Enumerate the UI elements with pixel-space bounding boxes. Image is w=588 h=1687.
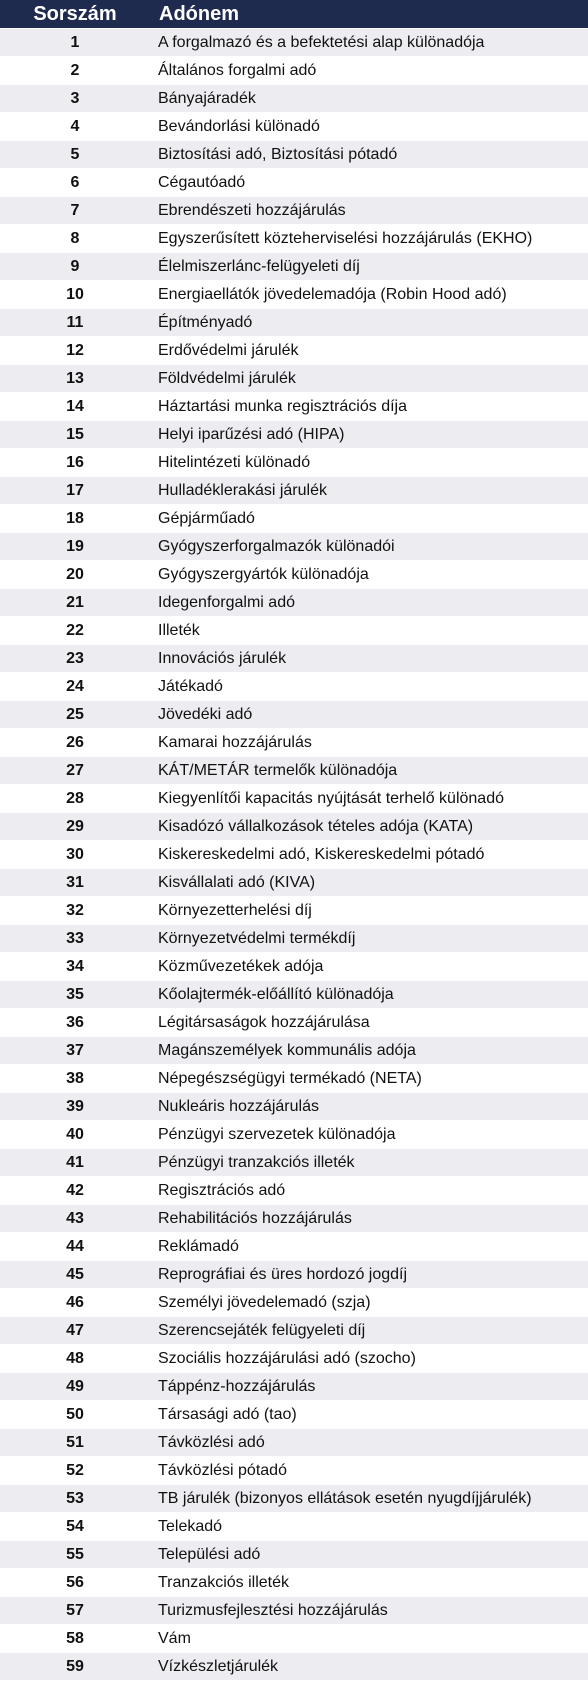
row-number: 16 — [66, 453, 84, 471]
table-row — [0, 1624, 588, 1652]
row-number: 4 — [70, 117, 80, 135]
row-number: 49 — [66, 1377, 84, 1395]
row-number: 34 — [66, 957, 84, 975]
row-tax-name: Bányajáradék — [158, 89, 256, 107]
row-number: 43 — [66, 1209, 84, 1227]
table-row — [0, 1176, 588, 1204]
row-number: 7 — [70, 201, 80, 219]
row-number: 15 — [66, 425, 84, 443]
row-number: 36 — [66, 1013, 84, 1031]
row-number: 56 — [66, 1573, 84, 1591]
table-row — [0, 812, 588, 840]
row-number: 27 — [66, 761, 84, 779]
row-tax-name: Gyógyszergyártók különadója — [158, 565, 369, 583]
row-tax-name: Nukleáris hozzájárulás — [158, 1097, 319, 1115]
table-row — [0, 700, 588, 728]
row-number: 17 — [66, 481, 84, 499]
row-tax-name: Kőolajtermék-előállító különadója — [158, 985, 394, 1003]
row-tax-name: Játékadó — [158, 677, 223, 695]
row-number: 14 — [66, 397, 84, 415]
table-row — [0, 476, 588, 504]
table-row — [0, 1092, 588, 1120]
row-number: 59 — [66, 1657, 84, 1675]
row-tax-name: Turizmusfejlesztési hozzájárulás — [158, 1601, 388, 1619]
row-tax-name: Földvédelmi járulék — [158, 369, 296, 387]
row-number: 23 — [66, 649, 84, 667]
row-number: 58 — [66, 1629, 84, 1647]
table-row — [0, 1204, 588, 1232]
table-row — [0, 756, 588, 784]
row-tax-name: Táppénz-hozzájárulás — [158, 1377, 316, 1395]
table-row — [0, 672, 588, 700]
table-row — [0, 784, 588, 812]
table-row — [0, 196, 588, 224]
table-row — [0, 1288, 588, 1316]
row-number: 46 — [66, 1293, 84, 1311]
row-tax-name: Reprográfiai és üres hordozó jogdíj — [158, 1265, 408, 1283]
table-row — [0, 1568, 588, 1596]
table-row — [0, 1540, 588, 1568]
row-number: 19 — [66, 537, 84, 555]
row-tax-name: Építményadó — [158, 313, 253, 331]
row-number: 48 — [66, 1349, 84, 1367]
table-row — [0, 308, 588, 336]
table-row — [0, 504, 588, 532]
row-number: 24 — [66, 677, 84, 695]
row-tax-name: Innovációs járulék — [158, 649, 287, 667]
row-tax-name: Távközlési pótadó — [158, 1461, 287, 1479]
table-row — [0, 1148, 588, 1176]
table-row — [0, 1260, 588, 1288]
row-number: 33 — [66, 929, 84, 947]
table-row — [0, 140, 588, 168]
row-tax-name: Légitársaságok hozzájárulása — [158, 1013, 370, 1031]
table-row — [0, 924, 588, 952]
row-number: 37 — [66, 1041, 84, 1059]
table-row — [0, 1064, 588, 1092]
row-number: 54 — [66, 1517, 84, 1535]
row-number: 21 — [66, 593, 84, 611]
row-number: 39 — [66, 1097, 84, 1115]
table-row — [0, 1652, 588, 1680]
row-tax-name: Gépjárműadó — [158, 509, 255, 527]
row-tax-name: Szociális hozzájárulási adó (szocho) — [158, 1349, 416, 1367]
row-number: 6 — [70, 173, 80, 191]
row-tax-name: Szerencsejáték felügyeleti díj — [158, 1321, 366, 1339]
row-number: 32 — [66, 901, 84, 919]
table-row — [0, 1316, 588, 1344]
row-number: 44 — [66, 1237, 84, 1255]
row-tax-name: Erdővédelmi járulék — [158, 341, 299, 359]
row-tax-name: Környezetvédelmi termékdíj — [158, 929, 356, 947]
table-row — [0, 448, 588, 476]
row-tax-name: Biztosítási adó, Biztosítási pótadó — [158, 145, 398, 163]
row-tax-name: Idegenforgalmi adó — [158, 593, 295, 611]
row-tax-name: Kamarai hozzájárulás — [158, 733, 312, 751]
row-number: 3 — [70, 89, 80, 107]
row-number: 47 — [66, 1321, 84, 1339]
row-tax-name: Egyszerűsített közteherviselési hozzájárulás (EKHO) — [158, 229, 533, 247]
table-row — [0, 1372, 588, 1400]
row-tax-name: Háztartási munka regisztrációs díja — [158, 397, 407, 415]
table-row — [0, 336, 588, 364]
row-tax-name: Hulladéklerakási járulék — [158, 481, 327, 499]
row-number: 12 — [66, 341, 84, 359]
table-row — [0, 112, 588, 140]
row-number: 5 — [70, 145, 80, 163]
table-row — [0, 252, 588, 280]
row-number: 51 — [66, 1433, 84, 1451]
table-row — [0, 1400, 588, 1428]
table-row — [0, 364, 588, 392]
table-row — [0, 420, 588, 448]
row-number: 8 — [70, 229, 80, 247]
row-number: 52 — [66, 1461, 84, 1479]
row-tax-name: Kisadózó vállalkozások tételes adója (KATA) — [158, 817, 474, 835]
row-number: 53 — [66, 1489, 84, 1507]
row-tax-name: Magánszemélyek kommunális adója — [158, 1041, 416, 1059]
table-row — [0, 728, 588, 756]
table-row — [0, 868, 588, 896]
table-row — [0, 1120, 588, 1148]
row-tax-name: Pénzügyi tranzakciós illeték — [158, 1153, 355, 1171]
row-number: 38 — [66, 1069, 84, 1087]
row-number: 31 — [66, 873, 84, 891]
table-row — [0, 644, 588, 672]
row-number: 1 — [70, 33, 80, 51]
table-row — [0, 56, 588, 84]
row-number: 35 — [66, 985, 84, 1003]
table-row — [0, 1456, 588, 1484]
table-row — [0, 1232, 588, 1260]
row-number: 57 — [66, 1601, 84, 1619]
table-row — [0, 952, 588, 980]
table-row — [0, 84, 588, 112]
row-number: 41 — [66, 1153, 84, 1171]
row-tax-name: Reklámadó — [158, 1237, 239, 1255]
row-tax-name: Regisztrációs adó — [158, 1181, 286, 1199]
table-row — [0, 1428, 588, 1456]
row-tax-name: Illeték — [158, 621, 200, 639]
table-row — [0, 392, 588, 420]
row-tax-name: Távközlési adó — [158, 1433, 265, 1451]
row-tax-name: A forgalmazó és a befektetési alap különadója — [158, 33, 485, 51]
header-sorszam: Sorszám — [33, 2, 117, 25]
row-tax-name: Személyi jövedelemadó (szja) — [158, 1293, 371, 1311]
row-tax-name: Élelmiszerlánc-felügyeleti díj — [158, 257, 360, 275]
row-number: 42 — [66, 1181, 84, 1199]
row-number: 55 — [66, 1545, 84, 1563]
table-header — [0, 0, 588, 28]
row-number: 11 — [66, 313, 84, 331]
row-number: 13 — [66, 369, 84, 387]
row-tax-name: Hitelintézeti különadó — [158, 453, 311, 471]
table-row — [0, 1008, 588, 1036]
row-tax-name: Vízkészletjárulék — [158, 1657, 279, 1675]
table-row — [0, 28, 588, 56]
table-row — [0, 224, 588, 252]
row-number: 29 — [66, 817, 84, 835]
table-row — [0, 840, 588, 868]
row-tax-name: Népegészségügyi termékadó (NETA) — [158, 1069, 422, 1087]
row-tax-name: Közművezetékek adója — [158, 957, 324, 975]
row-number: 20 — [66, 565, 84, 583]
row-tax-name: KÁT/METÁR termelők különadója — [158, 761, 398, 779]
row-tax-name: Kisvállalati adó (KIVA) — [158, 873, 316, 891]
row-number: 45 — [66, 1265, 84, 1283]
row-tax-name: Kiegyenlítői kapacitás nyújtását terhelő különadó — [158, 789, 504, 807]
table-row — [0, 1344, 588, 1372]
table-row — [0, 1596, 588, 1624]
table-row — [0, 588, 588, 616]
table-row — [0, 1484, 588, 1512]
row-number: 30 — [66, 845, 84, 863]
row-tax-name: Rehabilitációs hozzájárulás — [158, 1209, 352, 1227]
row-number: 22 — [66, 621, 84, 639]
row-tax-name: Társasági adó (tao) — [158, 1405, 297, 1423]
row-tax-name: Bevándorlási különadó — [158, 117, 320, 135]
table-row — [0, 280, 588, 308]
row-number: 25 — [66, 705, 84, 723]
row-tax-name: Helyi iparűzési adó (HIPA) — [158, 425, 345, 443]
row-number: 10 — [66, 285, 84, 303]
row-tax-name: Gyógyszerforgalmazók különadói — [158, 537, 395, 555]
row-tax-name: Pénzügyi szervezetek különadója — [158, 1125, 396, 1143]
row-number: 2 — [70, 61, 80, 79]
table-row — [0, 1036, 588, 1064]
table-row — [0, 532, 588, 560]
table-row — [0, 896, 588, 924]
row-tax-name: Cégautóadó — [158, 173, 246, 191]
table-row — [0, 616, 588, 644]
row-tax-name: Telekadó — [158, 1517, 223, 1535]
row-number: 40 — [66, 1125, 84, 1143]
row-number: 18 — [66, 509, 84, 527]
row-tax-name: Tranzakciós illeték — [158, 1573, 290, 1591]
table-body — [0, 28, 588, 1680]
table-row — [0, 560, 588, 588]
table-row — [0, 980, 588, 1008]
row-tax-name: Vám — [158, 1629, 191, 1647]
row-tax-name: Jövedéki adó — [158, 705, 253, 723]
row-tax-name: Kiskereskedelmi adó, Kiskereskedelmi pótadó — [158, 845, 485, 863]
table-row — [0, 168, 588, 196]
table-row — [0, 1512, 588, 1540]
row-number: 50 — [66, 1405, 84, 1423]
row-tax-name: Általános forgalmi adó — [158, 61, 317, 79]
row-number: 26 — [66, 733, 84, 751]
row-tax-name: Ebrendészeti hozzájárulás — [158, 201, 346, 219]
row-tax-name: Környezetterhelési díj — [158, 901, 312, 919]
row-number: 28 — [66, 789, 84, 807]
row-number: 9 — [70, 257, 80, 275]
row-tax-name: TB járulék (bizonyos ellátások esetén nyugdíjjárulék) — [158, 1489, 532, 1507]
row-tax-name: Települési adó — [158, 1545, 261, 1563]
header-adonem: Adónem — [159, 2, 239, 25]
row-tax-name: Energiaellátók jövedelemadója (Robin Hood adó) — [158, 285, 507, 303]
